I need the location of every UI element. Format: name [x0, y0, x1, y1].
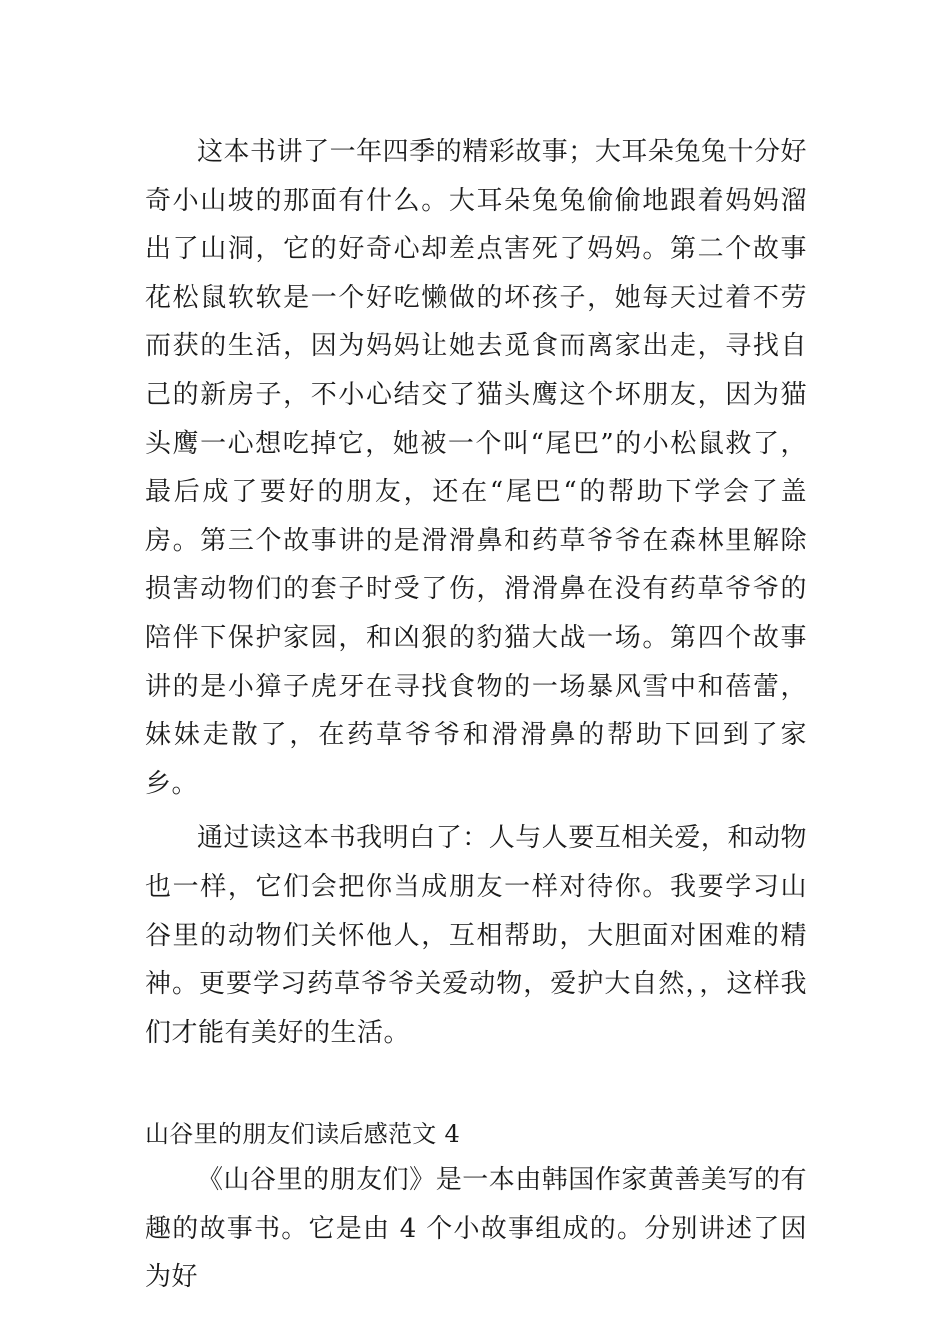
section-heading: 山谷里的朋友们读后感范文 4 — [145, 1120, 461, 1149]
body-paragraph: 《山谷里的朋友们》是一本由韩国作家黄善美写的有趣的故事书。它是由 4 个小故事组成的。分别讲述了因为好 — [145, 1165, 807, 1293]
document-page — [145, 128, 807, 1302]
body-paragraph: 这本书讲了一年四季的精彩故事；大耳朵兔兔十分好奇小山坡的那面有什么。大耳朵兔兔偷偷地跟着妈妈溜出了山洞，它的好奇心却差点害死了妈妈。第二个故事花松鼠软软是一个好吃懒做的坏孩子，她每天过着不劳而获的生活，因为妈妈让她去觅食而离家出走，寻找自己的新房子，不小心结交了猫头鹰这个坏朋友，因为猫头鹰一心想吃掉它，她被一个叫“尾巴”的小松鼠救了，最后成了要好的朋友，还在“尾巴“的帮助下学会了盖房。第三个故事讲的是滑滑鼻和药草爷爷在森林里解除损害动物们的套子时受了伤，滑滑鼻在没有药草爷爷的陪伴下保护家园，和凶狠的豹猫大战一场。第四个故事讲的是小獐子虎牙在寻找食物的一场暴风雪中和蓓蕾，妹妹走散了，在药草爷爷和滑滑鼻的帮助下回到了家乡。 — [145, 137, 807, 799]
body-paragraph: 通过读这本书我明白了：人与人要互相关爱，和动物也一样，它们会把你当成朋友一样对待你。我要学习山谷里的动物们关怀他人，互相帮助，大胆面对困难的精神。更要学习药草爷爷关爱动物，爱护大自然，，这样我们才能有美好的生活。 — [145, 823, 807, 1048]
